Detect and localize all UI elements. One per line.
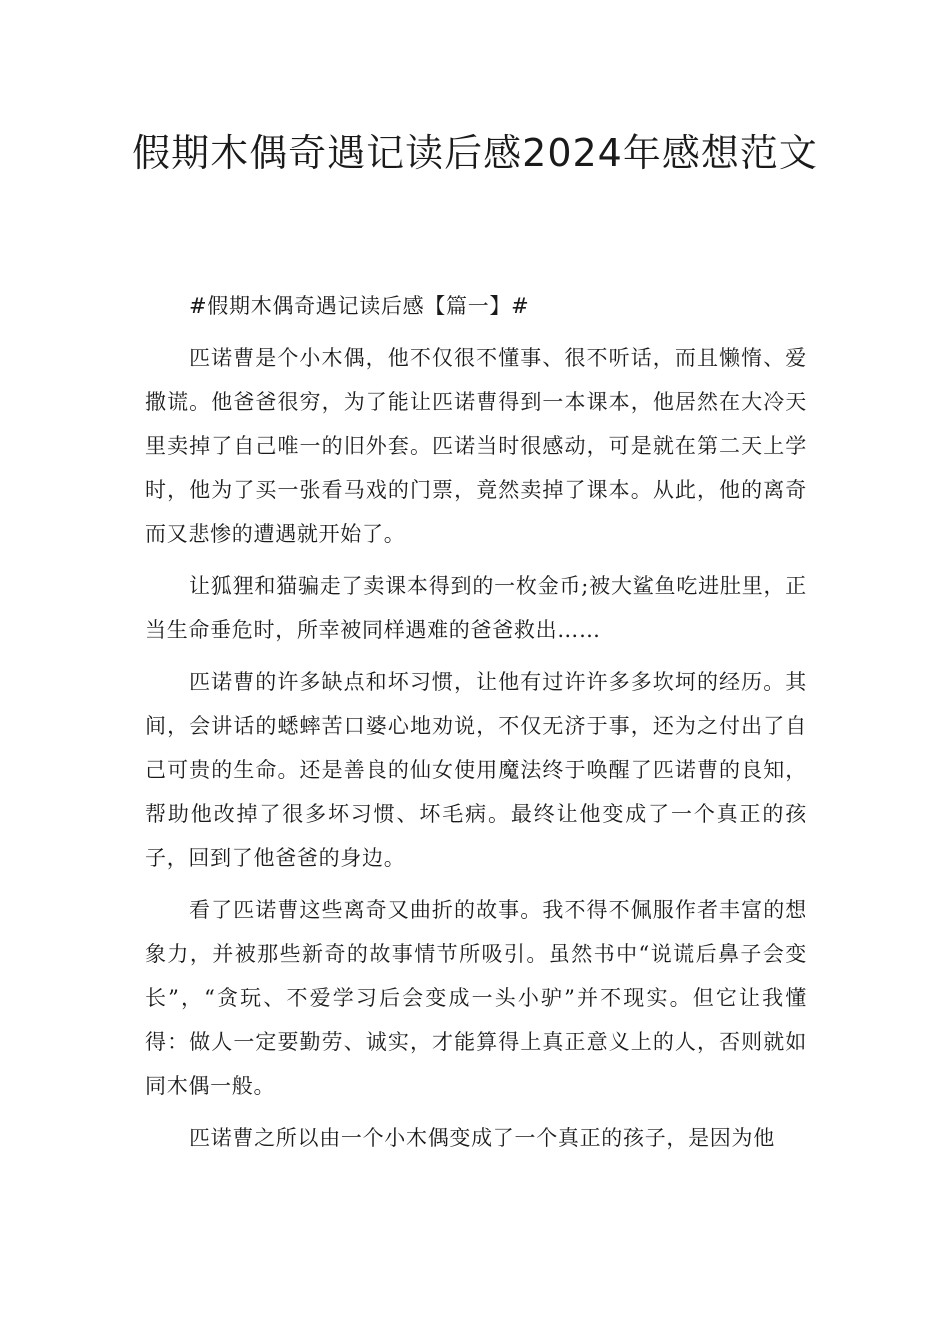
paragraph: 匹诺曹的许多缺点和坏习惯，让他有过许许多多坎坷的经历。其间，会讲话的蟋蟀苦口婆心地劝说，不仅无济于事，还为之付出了自己可贵的生命。还是善良的仙女使用魔法终于唤醒了匹诺曹的良知，帮助他改掉了很多坏习惯、坏毛病。最终让他变成了一个真正的孩子，回到了他爸爸的身边。	[145, 670, 807, 870]
section-heading: #假期木偶奇遇记读后感【篇一】#	[189, 294, 530, 318]
paragraph: 让狐狸和猫骗走了卖课本得到的一枚金币;被大鲨鱼吃进肚里，正当生命垂危时，所幸被同样遇难的爸爸救出……	[145, 574, 807, 642]
paragraph: 匹诺曹是个小木偶，他不仅很不懂事、很不听话，而且懒惰、爱撒谎。他爸爸很穷，为了能让匹诺曹得到一本课本，他居然在大冷天里卖掉了自己唯一的旧外套。匹诺当时很感动，可是就在第二天上学时，他为了买一张看马戏的门票，竟然卖掉了课本。从此，他的离奇而又悲惨的遭遇就开始了。	[145, 346, 807, 546]
document-body	[145, 284, 807, 1168]
document-title: 假期木偶奇遇记读后感2024年感想范文	[132, 131, 818, 175]
paragraph: 看了匹诺曹这些离奇又曲折的故事。我不得不佩服作者丰富的想象力，并被那些新奇的故事情节所吸引。虽然书中“说谎后鼻子会变长”，“贪玩、不爱学习后会变成一头小驴”并不现实。但它让我懂得：做人一定要勤劳、诚实，才能算得上真正意义上的人，否则就如同木偶一般。	[145, 898, 807, 1098]
paragraph: 匹诺曹之所以由一个小木偶变成了一个真正的孩子，是因为他	[189, 1126, 775, 1150]
